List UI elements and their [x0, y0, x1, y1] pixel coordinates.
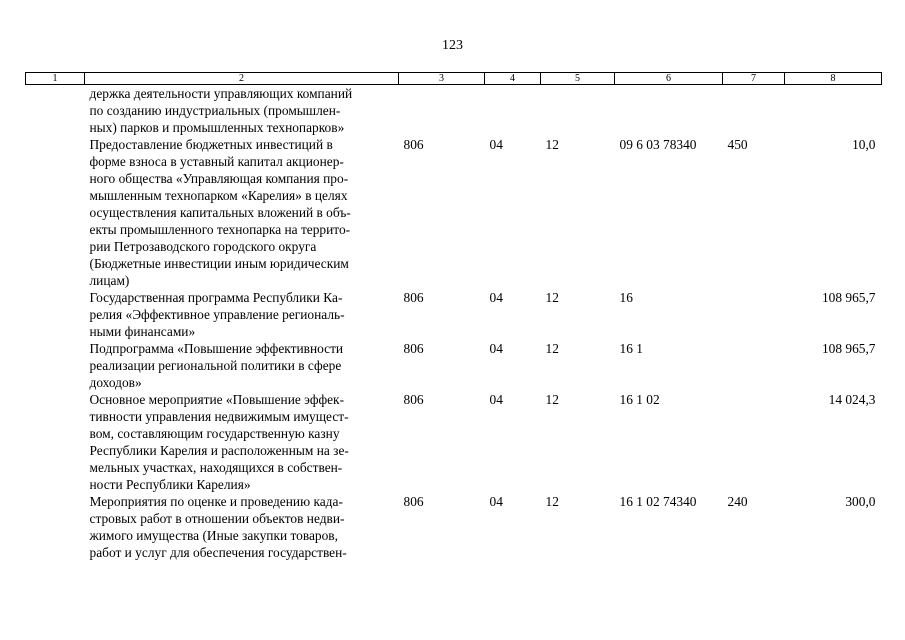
table-row [26, 136, 882, 289]
expense-type-code [723, 340, 785, 391]
column-header-5: 5 [541, 73, 615, 85]
ministry-code: 806 [403, 341, 424, 356]
table-row [26, 340, 882, 391]
section-code [485, 85, 541, 137]
table-row [26, 289, 882, 340]
page-number: 123 [442, 38, 463, 53]
item-name: Мероприятия по оценке и проведению када- стровых работ в отношении объектов недви- жимого имущества (Иные закупки товаров, работ и услуг для обеспечения государствен- [89, 494, 347, 560]
table-row [26, 391, 882, 493]
column-header-3: 3 [399, 73, 485, 85]
row-number-cell [26, 85, 85, 137]
section-code: 04 [489, 494, 503, 509]
budget-table [25, 72, 882, 561]
subsection-code: 12 [545, 137, 559, 152]
row-number-cell [26, 493, 85, 561]
section-code: 04 [489, 392, 503, 407]
expense-type-code [723, 289, 785, 340]
ministry-code [399, 85, 485, 137]
amount: 108 965,7 [821, 341, 876, 356]
row-number-cell [26, 289, 85, 340]
subsection-code [541, 85, 615, 137]
item-name: Подпрограмма «Повышение эффективности реализации региональной политики в сфере доходов» [89, 341, 344, 390]
amount [785, 85, 882, 137]
target-article-code [615, 85, 723, 137]
row-number-cell [26, 340, 85, 391]
ministry-code: 806 [403, 137, 424, 152]
ministry-code: 806 [403, 290, 424, 305]
expense-type-code: 240 [727, 494, 748, 509]
target-article-code: 16 [619, 290, 633, 305]
table-row [26, 85, 882, 137]
target-article-code: 16 1 [619, 341, 643, 356]
target-article-code: 09 6 03 78340 [619, 137, 697, 152]
item-name: Предоставление бюджетных инвестиций в форме взноса в уставный капитал акционер- ного общества «Управляющая компания про- мышленным технопарком «Карелия» в целях осуществления капитальных вложений в объ- екты промышленного технопарка на террито- рии Петрозаводского городского округа (Бюджетные инвестиции иным юридическим лицам) [89, 137, 351, 288]
subsection-code: 12 [545, 341, 559, 356]
column-header-7: 7 [723, 73, 785, 85]
column-number-header-row [26, 73, 882, 85]
expense-type-code: 450 [727, 137, 748, 152]
item-name: Государственная программа Республики Ка- релия «Эффективное управление региональ- ными финансами» [89, 290, 345, 339]
item-name: держка деятельности управляющих компаний по созданию индустриальных (промышлен- ных) парков и промышленных технопарков» [89, 86, 353, 135]
row-number-cell [26, 136, 85, 289]
target-article-code: 16 1 02 74340 [619, 494, 697, 509]
subsection-code: 12 [545, 392, 559, 407]
ministry-code: 806 [403, 494, 424, 509]
subsection-code: 12 [545, 290, 559, 305]
section-code: 04 [489, 137, 503, 152]
amount: 108 965,7 [821, 290, 876, 305]
column-header-6: 6 [615, 73, 723, 85]
column-header-1: 1 [26, 73, 85, 85]
column-header-4: 4 [485, 73, 541, 85]
section-code: 04 [489, 341, 503, 356]
subsection-code: 12 [545, 494, 559, 509]
target-article-code: 16 1 02 [619, 392, 660, 407]
amount: 14 024,3 [828, 392, 876, 407]
expense-type-code [723, 85, 785, 137]
ministry-code: 806 [403, 392, 424, 407]
amount: 10,0 [852, 137, 876, 152]
table-row [26, 493, 882, 561]
item-name: Основное мероприятие «Повышение эффек- тивности управления недвижимым имущест- вом, составляющим государственную казну Республики Карелия и расположенным на зе- мельных участках, находящихся в собствен- ности Республики Карелия» [89, 392, 349, 492]
row-number-cell [26, 391, 85, 493]
amount: 300,0 [845, 494, 876, 509]
expense-type-code [723, 391, 785, 493]
column-header-2: 2 [85, 73, 399, 85]
section-code: 04 [489, 290, 503, 305]
column-header-8: 8 [785, 73, 882, 85]
